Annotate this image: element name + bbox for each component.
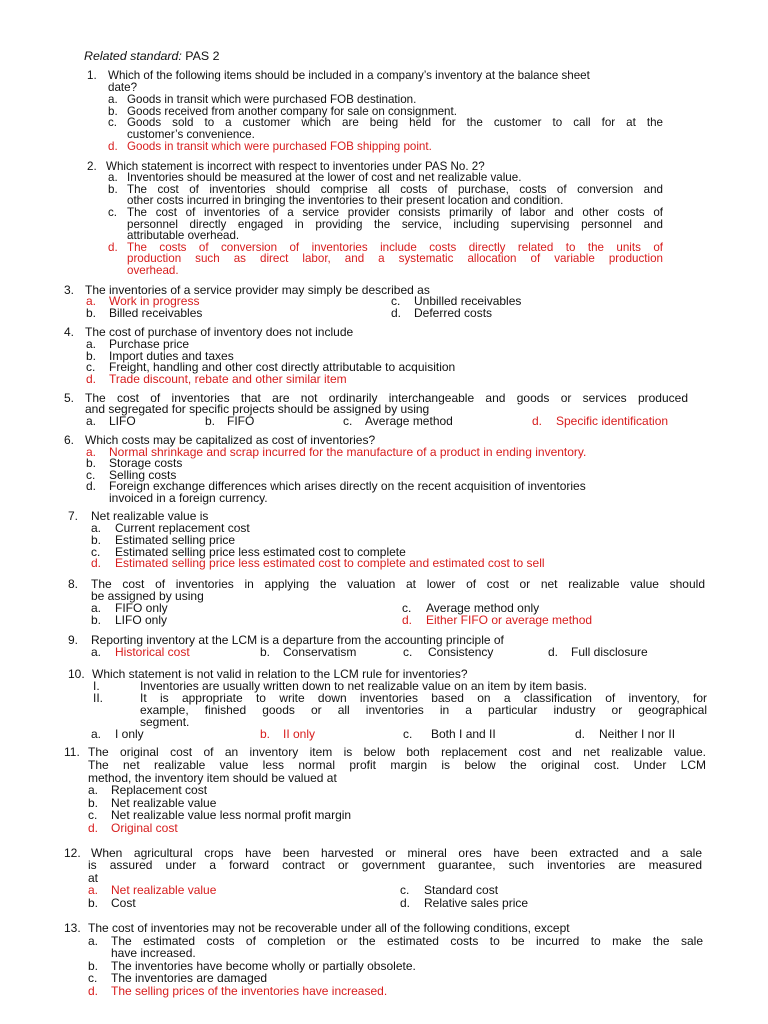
q11-stem: The original cost of an inventory item is below both replacement cost and net realizable value.	[88, 745, 706, 759]
q2-option-d-answer-cont: production such as direct labor, and a systematic allocation of variable production	[127, 252, 663, 265]
q10-option-a: I only	[115, 727, 144, 741]
q3-option-a-answer: Work in progress	[109, 294, 200, 308]
q12-option-b: Cost	[111, 896, 136, 910]
q5-option-b-letter: b.	[205, 414, 216, 428]
q8-option-b: LIFO only	[115, 613, 168, 627]
q7-stem: Net realizable value is	[91, 509, 209, 523]
q7-option-d-letter: d.	[91, 556, 102, 570]
q4-option-a: Purchase price	[109, 337, 190, 351]
q11-option-b-letter: b.	[88, 796, 99, 810]
q11-stem-cont2: method, the inventory item should be valued at	[88, 771, 337, 785]
q7-option-c-letter: c.	[91, 545, 101, 559]
q12-option-b-letter: b.	[88, 896, 99, 910]
q11-option-d-letter: d.	[88, 821, 99, 835]
q8-option-b-letter: b.	[91, 613, 102, 627]
q11-stem-cont: The net realizable value less normal profit margin is below the original cost. Under LCM	[88, 758, 706, 772]
q6-option-d-letter: d.	[86, 479, 97, 493]
q6-option-d-cont: invoiced in a foreign currency.	[109, 491, 268, 505]
q4-option-d-answer: Trade discount, rebate and other similar item	[109, 372, 347, 386]
q13-option-a: The estimated costs of completion or the estimated costs to be incurred to make the sale	[111, 934, 703, 948]
q6-option-b: Storage costs	[109, 456, 183, 470]
q4-stem: The cost of purchase of inventory does not include	[85, 325, 354, 339]
q10-option-c: Both I and II	[431, 727, 496, 741]
q3-option-b-letter: b.	[86, 306, 97, 320]
q13-option-b-letter: b.	[88, 959, 99, 973]
q5-option-b: FIFO	[227, 414, 255, 428]
q9-option-b-letter: b.	[260, 645, 271, 659]
q12-option-c-letter: c.	[400, 883, 410, 897]
q2-option-d-letter: d.	[108, 241, 118, 254]
q6-option-c: Selling costs	[109, 468, 177, 482]
q7-number: 7.	[68, 509, 79, 523]
q2-option-d-answer-cont2: overhead.	[127, 264, 179, 277]
q12-stem-cont2: at	[88, 871, 99, 885]
q5-option-c-letter: c.	[343, 414, 353, 428]
q8-option-d-letter: d.	[402, 613, 413, 627]
q5-stem-cont: and segregated for specific projects should be assigned by using	[85, 402, 430, 416]
q8-option-c: Average method only	[426, 601, 540, 615]
q11-option-a: Replacement cost	[111, 783, 208, 797]
q3-number: 3.	[64, 283, 75, 297]
related-standard-heading	[84, 50, 219, 62]
q4-option-b: Import duties and taxes	[109, 349, 234, 363]
q6-stem: Which costs may be capitalized as cost of inventories?	[85, 433, 376, 447]
q3-option-c-letter: c.	[391, 294, 401, 308]
q1-option-d-letter: d.	[108, 140, 118, 153]
q13-option-d-letter: d.	[88, 984, 99, 998]
q2-option-a: Inventories should be measured at the lower of cost and net realizable value.	[127, 171, 522, 184]
q13-option-a-cont: have increased.	[111, 946, 196, 960]
q2-option-a-letter: a.	[108, 171, 118, 184]
q7-option-c: Estimated selling price less estimated cost to complete	[115, 545, 406, 559]
q13-option-a-letter: a.	[88, 934, 99, 948]
q5-option-a: LIFO	[109, 414, 136, 428]
q9-option-a-answer: Historical cost	[115, 645, 190, 659]
q1-stem-cont: date?	[108, 81, 138, 94]
q1-option-a: Goods in transit which were purchased FOB destination.	[127, 93, 417, 106]
q9-option-b: Conservatism	[283, 645, 357, 659]
q10-option-d: Neither I nor II	[599, 727, 676, 741]
q12-option-a-answer: Net realizable value	[111, 883, 217, 897]
q3-stem: The inventories of a service provider may simply be described as	[85, 283, 430, 297]
q1-option-c-cont: customer’s convenience.	[127, 128, 255, 141]
q9-option-c-letter: c.	[403, 645, 413, 659]
q10-option-b-letter: b.	[260, 727, 271, 741]
q1-option-d-answer: Goods in transit which were purchased FOB shipping point.	[127, 140, 432, 153]
q1-stem: Which of the following items should be included in a company’s inventory at the balance sheet	[108, 69, 590, 82]
q3-option-d-letter: d.	[391, 306, 402, 320]
q10-statement-i: Inventories are usually written down to net realizable value on an item by item basis.	[140, 679, 587, 693]
q13-number: 13.	[64, 921, 81, 935]
q3-option-d: Deferred costs	[414, 306, 493, 320]
q8-number: 8.	[68, 577, 79, 591]
q2-option-c-cont: personnel directly engaged in providing the service, including supervising personnel and	[127, 218, 663, 231]
q2-option-c-letter: c.	[108, 206, 118, 219]
q2-option-b-cont: other costs incurred in bringing the inventories to their present location and condition.	[127, 194, 564, 207]
q11-option-d-answer: Original cost	[111, 821, 178, 835]
q10-option-a-letter: a.	[91, 727, 102, 741]
q8-option-a: FIFO only	[115, 601, 168, 615]
q10-statement-ii-cont2: segment.	[140, 715, 190, 729]
q13-option-b: The inventories have become wholly or partially obsolete.	[111, 959, 416, 973]
q8-stem-cont: be assigned by using	[91, 589, 204, 603]
q7-option-b-letter: b.	[91, 533, 102, 547]
q12-option-d-letter: d.	[400, 896, 411, 910]
q1-option-c-letter: c.	[108, 116, 118, 129]
q12-number: 12.	[64, 846, 81, 860]
q13-option-d-answer: The selling prices of the inventories have increased.	[111, 984, 388, 998]
q10-statement-ii-numeral: II.	[93, 691, 104, 705]
q4-option-a-letter: a.	[86, 337, 97, 351]
q4-option-b-letter: b.	[86, 349, 97, 363]
related-standard-label: Related standard:	[84, 49, 182, 63]
q10-statement-ii-cont: example, finished goods or all inventories in a particular industry or geographical	[140, 703, 707, 717]
q6-option-d: Foreign exchange differences which arises directly on the recent acquisition of inventories	[109, 479, 586, 493]
q7-option-b: Estimated selling price	[115, 533, 236, 547]
q4-option-d-letter: d.	[86, 372, 97, 386]
q6-option-a-answer: Normal shrinkage and scrap incurred for the manufacture of a product in ending inventory.	[109, 445, 587, 459]
q10-option-b-answer: II only	[283, 727, 316, 741]
q7-option-d-answer: Estimated selling price less estimated cost to complete and estimated cost to sell	[115, 556, 545, 570]
q8-option-a-letter: a.	[91, 601, 102, 615]
q3-option-b: Billed receivables	[109, 306, 203, 320]
q4-option-c: Freight, handling and other cost directly attributable to acquisition	[109, 360, 456, 374]
q10-number: 10.	[68, 667, 85, 681]
related-standard-value: PAS 2	[185, 49, 220, 63]
q8-stem: The cost of inventories in applying the valuation at lower of cost or net realizable value should	[91, 577, 705, 591]
q11-number: 11.	[64, 745, 80, 759]
q13-stem: The cost of inventories may not be recoverable under all of the following conditions, except	[88, 921, 570, 935]
q9-option-d: Full disclosure	[571, 645, 648, 659]
q12-stem: When agricultural crops have been harvested or mineral ores have been extracted and a sale	[91, 846, 702, 860]
q3-option-a-letter: a.	[86, 294, 97, 308]
q5-option-c: Average method	[365, 414, 453, 428]
q7-option-a: Current replacement cost	[115, 521, 250, 535]
q12-option-c: Standard cost	[424, 883, 499, 897]
q10-statement-i-numeral: I.	[93, 679, 100, 693]
q11-option-a-letter: a.	[88, 783, 99, 797]
q2-option-b-letter: b.	[108, 183, 118, 196]
q9-option-d-letter: d.	[548, 645, 559, 659]
q5-number: 5.	[64, 391, 75, 405]
q2-option-c: The cost of inventories of a service provider consists primarily of labor and other costs of	[127, 206, 663, 219]
q1-option-b: Goods received from another company for sale on consignment.	[127, 105, 457, 118]
q6-number: 6.	[64, 433, 75, 447]
q13-option-c: The inventories are damaged	[111, 971, 268, 985]
q4-number: 4.	[64, 325, 75, 339]
q2-stem: Which statement is incorrect with respect to inventories under PAS No. 2?	[106, 160, 485, 173]
q1-option-a-letter: a.	[108, 93, 118, 106]
q5-option-d-letter: d.	[532, 414, 543, 428]
q6-option-a-letter: a.	[86, 445, 97, 459]
q6-option-b-letter: b.	[86, 456, 97, 470]
q9-option-a-letter: a.	[91, 645, 102, 659]
q5-stem: The cost of inventories that are not ordinarily interchangeable and goods or services produced	[85, 391, 688, 405]
q11-option-c-letter: c.	[88, 808, 98, 822]
q10-option-d-letter: d.	[575, 727, 586, 741]
q2-option-d-answer: The costs of conversion of inventories include costs directly related to the units of	[127, 241, 663, 254]
q1-option-b-letter: b.	[108, 105, 118, 118]
q2-option-b: The cost of inventories should comprise all costs of purchase, costs of conversion and	[127, 183, 663, 196]
q10-statement-ii: It is appropriate to write down inventories based on a classification of inventory, for	[140, 691, 707, 705]
q4-option-c-letter: c.	[86, 360, 96, 374]
q2-option-c-cont2: attributable overhead.	[127, 229, 240, 242]
q11-option-b: Net realizable value	[111, 796, 217, 810]
q5-option-d-answer: Specific identification	[556, 414, 669, 428]
q1-option-c: Goods sold to a customer which are being held for the customer to call for at the	[127, 116, 663, 129]
q2-number: 2.	[87, 160, 97, 173]
q7-option-a-letter: a.	[91, 521, 102, 535]
q9-number: 9.	[68, 633, 79, 647]
q8-option-d-answer: Either FIFO or average method	[426, 613, 593, 627]
q12-option-a-letter: a.	[88, 883, 99, 897]
q10-option-c-letter: c.	[403, 727, 413, 741]
q3-option-c: Unbilled receivables	[414, 294, 522, 308]
q10-stem: Which statement is not valid in relation to the LCM rule for inventories?	[92, 667, 468, 681]
q1-number: 1.	[87, 69, 97, 82]
q12-option-d: Relative sales price	[424, 896, 529, 910]
q13-option-c-letter: c.	[88, 971, 98, 985]
q12-stem-cont: is assured under a forward contract or government guarantee, such inventories are measured	[88, 858, 702, 872]
q9-stem: Reporting inventory at the LCM is a departure from the accounting principle of	[91, 633, 504, 647]
q8-option-c-letter: c.	[402, 601, 412, 615]
q9-option-c: Consistency	[428, 645, 494, 659]
q6-option-c-letter: c.	[86, 468, 96, 482]
q5-option-a-letter: a.	[86, 414, 97, 428]
q11-option-c: Net realizable value less normal profit margin	[111, 808, 352, 822]
